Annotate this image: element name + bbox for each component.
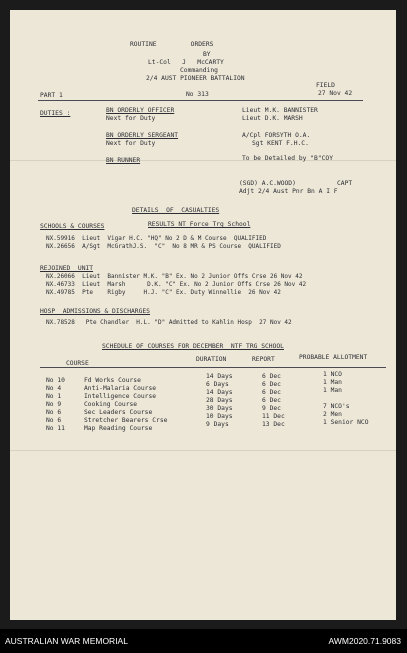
footer-accession-number: AWM2020.71.9083 xyxy=(328,636,401,646)
duty-name: Lieut D.K. MARSH xyxy=(242,115,303,122)
schedule-duration: 14 Days xyxy=(206,373,233,380)
schools-row: NX.26656 A/Sgt McGrathJ.S. "C" No 8 MR & PS Course QUALIFIED xyxy=(46,243,281,250)
schedule-duration: 6 Days xyxy=(206,381,229,388)
duty-role: BN RUNNER xyxy=(106,157,141,164)
schedule-report: 6 Dec xyxy=(262,389,281,396)
schedule-no: No 1 xyxy=(46,393,62,400)
footer-bar xyxy=(0,629,407,653)
order-number: No 313 xyxy=(186,91,209,98)
schedule-no: No 10 xyxy=(46,377,65,384)
schedule-report: 13 Dec xyxy=(262,421,285,428)
footer-institution: AUSTRALIAN WAR MEMORIAL xyxy=(5,636,128,646)
schedule-report: 6 Dec xyxy=(262,397,281,404)
duties-label: DUTIES : xyxy=(40,110,71,117)
schedule-no: No 6 xyxy=(46,409,62,416)
commanding-officer: Lt-Col J McCARTY xyxy=(148,59,224,66)
schedule-allotment: 2 Men xyxy=(323,411,342,418)
unit-name: 2/4 AUST PIONEER BATTALION xyxy=(146,75,245,82)
schools-heading: SCHOOLS & COURSES xyxy=(40,223,105,230)
schedule-allotment: 1 Man xyxy=(323,379,342,386)
schedule-duration: 28 Days xyxy=(206,397,233,404)
schedule-duration: 30 Days xyxy=(206,405,233,412)
part-label: PART 1 xyxy=(40,92,63,99)
rejoined-row: NX.49785 Pte Rigby H.J. "C" Ex. Duty Winnellie 26 Nov 42 xyxy=(46,289,281,296)
duty-name: To be Detailed by "B"COY xyxy=(242,155,333,162)
schedule-course: Cooking Course xyxy=(84,401,138,408)
casualties-title: DETAILS OF CASUALTIES xyxy=(132,207,220,214)
field-label: FIELD xyxy=(316,82,335,89)
commanding-label: Commanding xyxy=(180,67,218,74)
col-course: COURSE xyxy=(66,360,89,367)
schedule-no: No 6 xyxy=(46,417,62,424)
schools-row: NX.59916 Lieut Vigar H.C. "HQ" No 2 D & M Course QUALIFIED xyxy=(46,235,267,242)
order-date: 27 Nov 42 xyxy=(318,90,353,97)
col-duration: DURATION xyxy=(196,356,227,363)
schedule-course: Stretcher Bearers Crse xyxy=(84,417,168,424)
signature-adjt: Adjt 2/4 Aust Pnr Bn A I F xyxy=(239,188,338,195)
orders-title: ROUTINE ORDERS xyxy=(130,41,214,48)
schedule-title: SCHEDULE OF COURSES FOR DECEMBER NTF TRG SCHOOL xyxy=(102,343,284,350)
schedule-rule xyxy=(40,367,386,368)
signature-rank: CAPT xyxy=(337,180,353,187)
signature-sgd: (SGD) A.C.WOOD) xyxy=(239,180,296,187)
schedule-no: No 11 xyxy=(46,425,65,432)
duty-name: Sgt KENT F.H.C. xyxy=(252,140,309,147)
header-rule xyxy=(38,100,363,101)
schedule-allotment: 1 Senior NCO xyxy=(323,419,369,426)
schedule-duration: 10 Days xyxy=(206,413,233,420)
fold-line xyxy=(10,160,396,161)
duty-role: BN ORDERLY SERGEANT xyxy=(106,132,179,139)
rejoined-row: NX.26066 Lieut Bannister M.K. "B" Ex. No 2 Junior Offs Crse 26 Nov 42 xyxy=(46,273,303,280)
schedule-report: 6 Dec xyxy=(262,381,281,388)
schedule-no: No 4 xyxy=(46,385,62,392)
duty-role: Next for Duty xyxy=(106,140,156,147)
schedule-course: Fd Works Course xyxy=(84,377,141,384)
rejoined-heading: REJOINED UNIT xyxy=(40,265,94,272)
fold-line xyxy=(10,450,396,451)
schedule-course: Sec Leaders Course xyxy=(84,409,153,416)
schedule-course: Map Reading Course xyxy=(84,425,153,432)
hosp-row: NX.78528 Pte Chandler H.L. "D" Admitted to Kahlin Hosp 27 Nov 42 xyxy=(46,319,292,326)
rejoined-row: NX.46733 Lieut Marsh D.K. "C" Ex. No 2 Junior Offs Crse 26 Nov 42 xyxy=(46,281,307,288)
by-line: BY xyxy=(203,51,211,58)
schedule-no: No 9 xyxy=(46,401,62,408)
schedule-duration: 14 Days xyxy=(206,389,233,396)
schedule-report: 6 Dec xyxy=(262,373,281,380)
schedule-allotment: 1 Man xyxy=(323,387,342,394)
schedule-course: Intelligence Course xyxy=(84,393,157,400)
schedule-allotment: 1 NCO xyxy=(323,371,342,378)
duty-role: Next for Duty xyxy=(106,115,156,122)
duty-role: BN ORDERLY OFFICER xyxy=(106,107,175,114)
results-heading: RESULTS NT Force Trg School xyxy=(148,221,251,228)
schedule-course: Anti-Malaria Course xyxy=(84,385,157,392)
schedule-duration: 9 Days xyxy=(206,421,229,428)
col-report: REPORT xyxy=(252,356,275,363)
col-allotment: PROBABLE ALLOTMENT xyxy=(299,354,368,361)
duty-name: Lieut M.K. BANNISTER xyxy=(242,107,318,114)
duty-name: A/Cpl FORSYTH O.A. xyxy=(242,132,311,139)
schedule-report: 11 Dec xyxy=(262,413,285,420)
schedule-allotment: 7 NCO's xyxy=(323,403,350,410)
hosp-heading: HOSP ADMISSIONS & DISCHARGES xyxy=(40,308,150,315)
schedule-report: 9 Dec xyxy=(262,405,281,412)
document-page xyxy=(10,10,396,620)
